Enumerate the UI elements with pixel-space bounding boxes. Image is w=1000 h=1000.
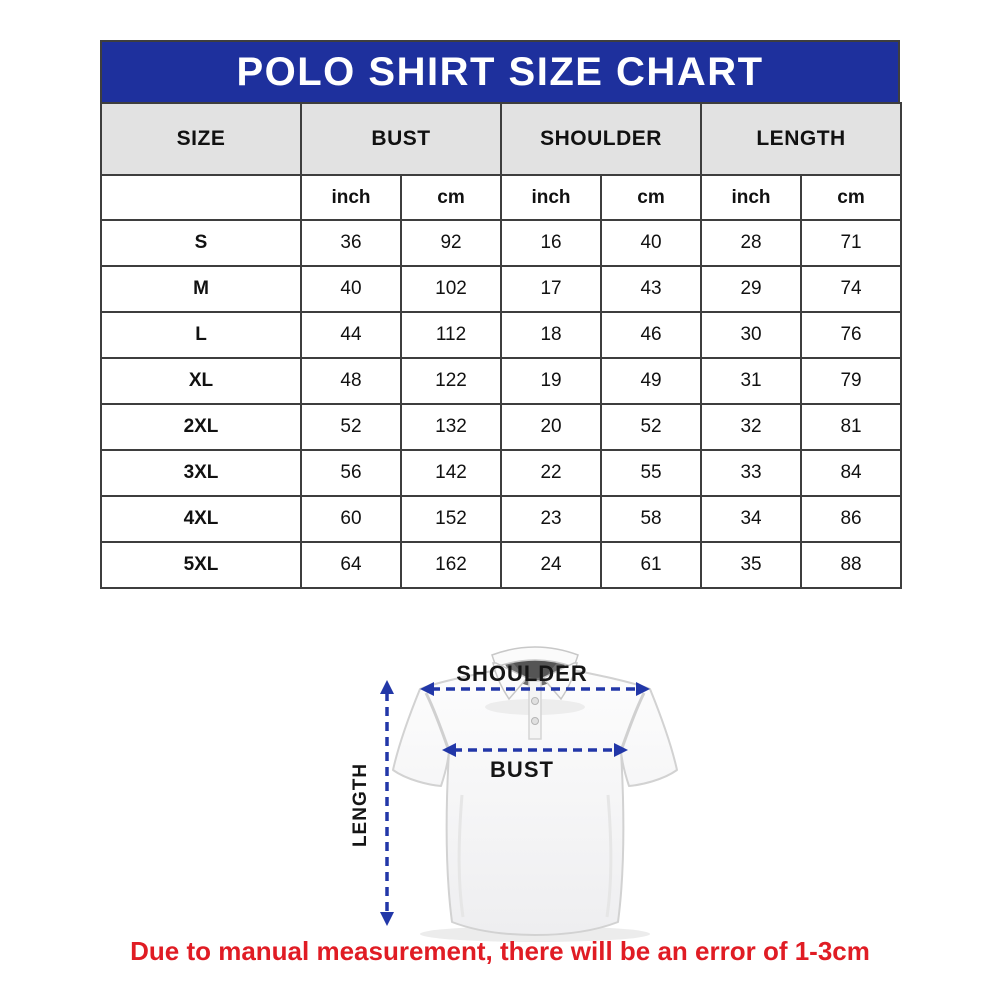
unit-label: inch bbox=[301, 175, 401, 220]
measurement-value: 19 bbox=[501, 358, 601, 404]
measurement-value: 58 bbox=[601, 496, 701, 542]
measurement-value: 79 bbox=[801, 358, 901, 404]
size-row-S bbox=[101, 220, 901, 266]
length-label: LENGTH bbox=[350, 762, 371, 848]
unit-label: cm bbox=[801, 175, 901, 220]
measurement-value: 71 bbox=[801, 220, 901, 266]
column-header-length: LENGTH bbox=[701, 103, 901, 175]
size-row-L bbox=[101, 312, 901, 358]
size-label: M bbox=[101, 266, 301, 312]
measurement-value: 44 bbox=[301, 312, 401, 358]
measurement-value: 18 bbox=[501, 312, 601, 358]
measurement-value: 35 bbox=[701, 542, 801, 588]
bust-label: BUST bbox=[490, 757, 554, 782]
size-label: S bbox=[101, 220, 301, 266]
measurement-value: 76 bbox=[801, 312, 901, 358]
measurement-value: 46 bbox=[601, 312, 701, 358]
unit-row bbox=[101, 175, 901, 220]
page-title: POLO SHIRT SIZE CHART bbox=[236, 49, 764, 94]
measurement-value: 34 bbox=[701, 496, 801, 542]
measurement-value: 24 bbox=[501, 542, 601, 588]
chart-title-banner bbox=[100, 40, 900, 104]
size-row-5XL bbox=[101, 542, 901, 588]
measurement-value: 132 bbox=[401, 404, 501, 450]
measurement-value: 17 bbox=[501, 266, 601, 312]
size-row-M bbox=[101, 266, 901, 312]
measurement-value: 55 bbox=[601, 450, 701, 496]
measurement-value: 33 bbox=[701, 450, 801, 496]
length-arrow bbox=[380, 680, 394, 926]
size-label: 5XL bbox=[101, 542, 301, 588]
measurement-value: 31 bbox=[701, 358, 801, 404]
size-chart-table bbox=[100, 102, 902, 589]
measurement-value: 86 bbox=[801, 496, 901, 542]
size-row-XL bbox=[101, 358, 901, 404]
measurement-value: 32 bbox=[701, 404, 801, 450]
measurement-value: 60 bbox=[301, 496, 401, 542]
measurement-value: 28 bbox=[701, 220, 801, 266]
unit-label: inch bbox=[501, 175, 601, 220]
measurement-value: 61 bbox=[601, 542, 701, 588]
measurement-value: 20 bbox=[501, 404, 601, 450]
column-header-bust: BUST bbox=[301, 103, 501, 175]
size-row-3XL bbox=[101, 450, 901, 496]
size-label: 3XL bbox=[101, 450, 301, 496]
measurement-value: 48 bbox=[301, 358, 401, 404]
size-label: 2XL bbox=[101, 404, 301, 450]
measurement-value: 30 bbox=[701, 312, 801, 358]
measurement-value: 92 bbox=[401, 220, 501, 266]
measurement-value: 40 bbox=[601, 220, 701, 266]
size-row-4XL bbox=[101, 496, 901, 542]
size-label: XL bbox=[101, 358, 301, 404]
measurement-value: 84 bbox=[801, 450, 901, 496]
measurement-value: 56 bbox=[301, 450, 401, 496]
button-top bbox=[532, 698, 539, 705]
unit-label: inch bbox=[701, 175, 801, 220]
unit-row-empty-cell bbox=[101, 175, 301, 220]
measurement-note: Due to manual measurement, there will be an error of 1-3cm bbox=[130, 936, 870, 966]
measurement-value: 152 bbox=[401, 496, 501, 542]
measurement-value: 52 bbox=[601, 404, 701, 450]
measurement-value: 22 bbox=[501, 450, 601, 496]
size-row-2XL bbox=[101, 404, 901, 450]
measurement-value: 112 bbox=[401, 312, 501, 358]
column-header-shoulder: SHOULDER bbox=[501, 103, 701, 175]
polo-shirt-diagram bbox=[330, 633, 680, 955]
column-header-row bbox=[101, 103, 901, 175]
measurement-value: 88 bbox=[801, 542, 901, 588]
measurement-value: 29 bbox=[701, 266, 801, 312]
measurement-value: 74 bbox=[801, 266, 901, 312]
shoulder-label: SHOULDER bbox=[456, 661, 588, 686]
column-header-size: SIZE bbox=[101, 103, 301, 175]
measurement-value: 23 bbox=[501, 496, 601, 542]
measurement-value: 52 bbox=[301, 404, 401, 450]
unit-label: cm bbox=[601, 175, 701, 220]
measurement-value: 142 bbox=[401, 450, 501, 496]
size-label: 4XL bbox=[101, 496, 301, 542]
measurement-value: 36 bbox=[301, 220, 401, 266]
button-bottom bbox=[532, 718, 539, 725]
measurement-value: 102 bbox=[401, 266, 501, 312]
measurement-value: 49 bbox=[601, 358, 701, 404]
measurement-value: 122 bbox=[401, 358, 501, 404]
polo-shirt-illustration bbox=[330, 633, 680, 955]
size-label: L bbox=[101, 312, 301, 358]
measurement-value: 81 bbox=[801, 404, 901, 450]
measurement-value: 43 bbox=[601, 266, 701, 312]
measurement-value: 162 bbox=[401, 542, 501, 588]
measurement-value: 40 bbox=[301, 266, 401, 312]
measurement-value: 16 bbox=[501, 220, 601, 266]
unit-label: cm bbox=[401, 175, 501, 220]
measurement-value: 64 bbox=[301, 542, 401, 588]
